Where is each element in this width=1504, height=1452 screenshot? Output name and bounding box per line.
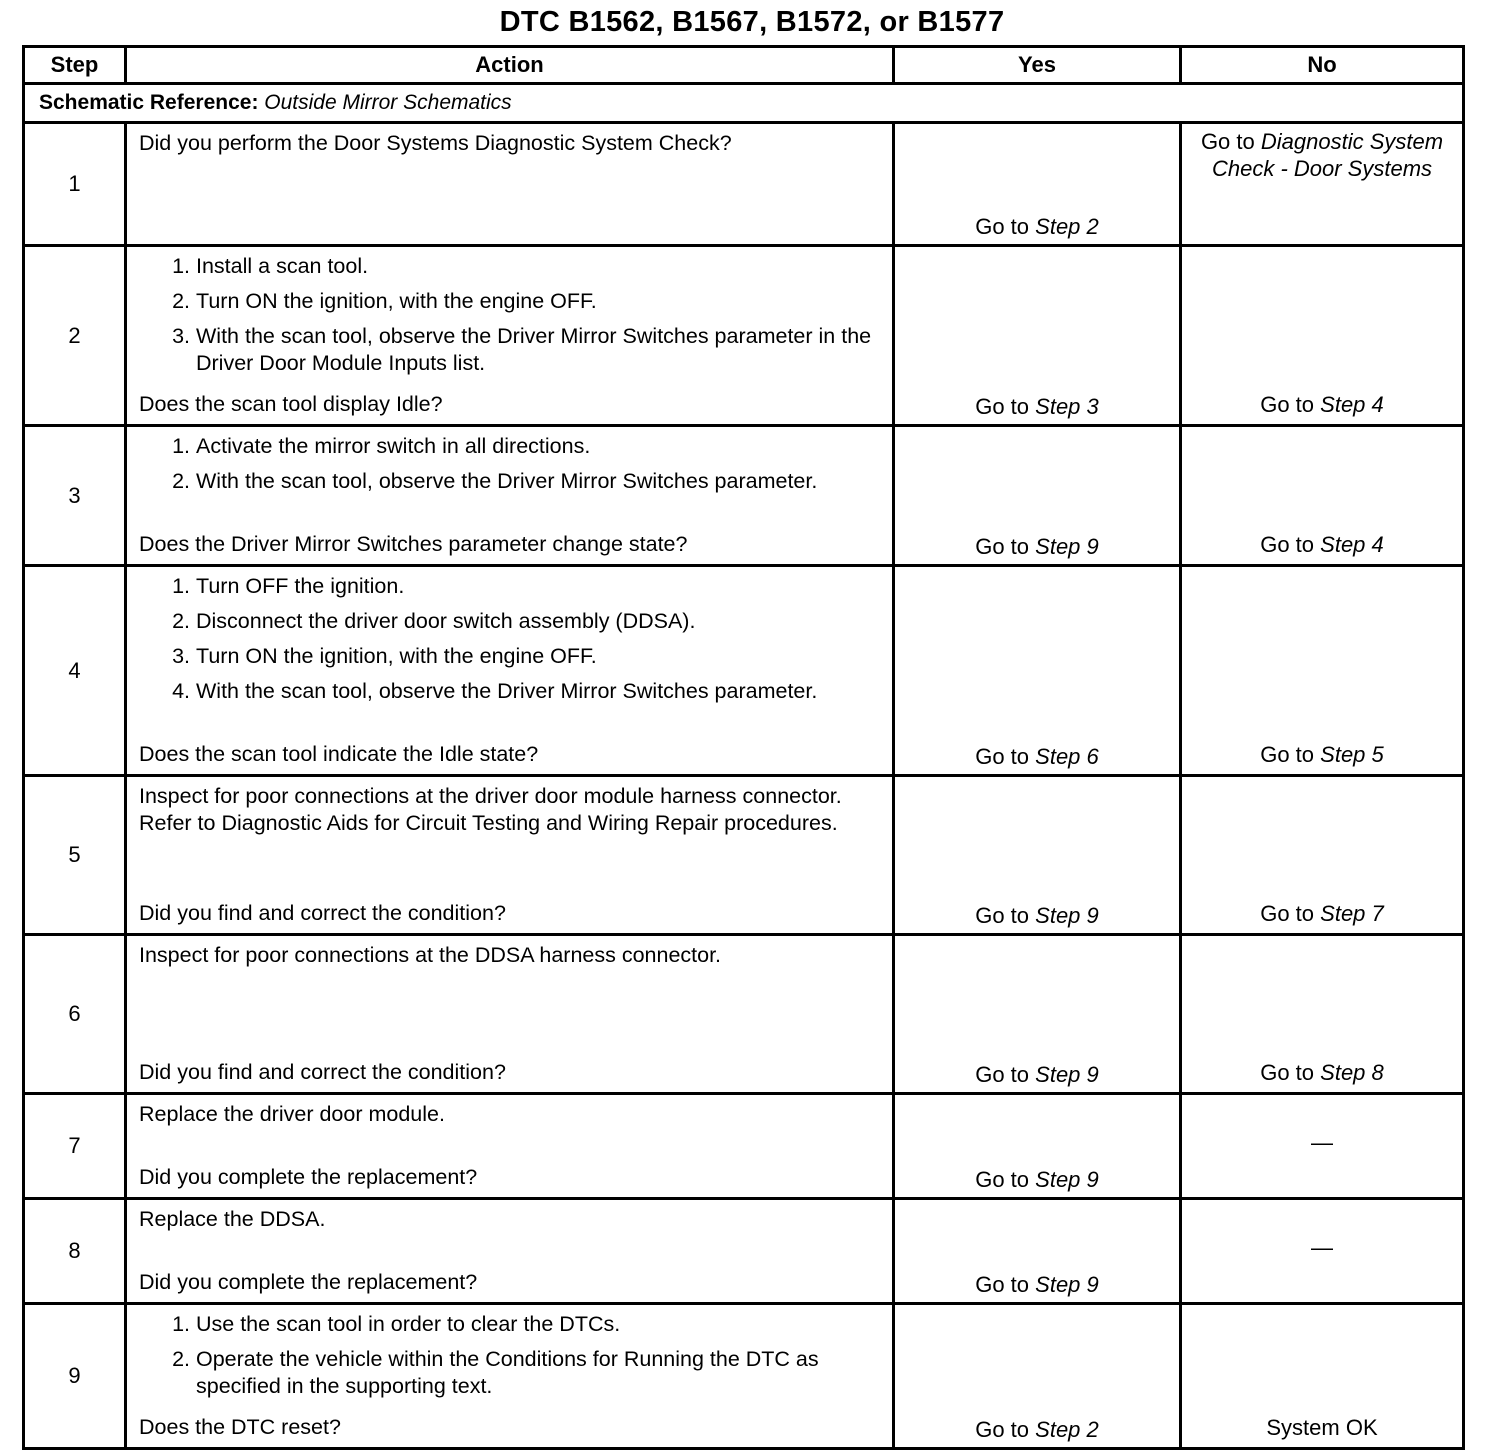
header-no: No	[1181, 47, 1464, 84]
no-cell	[1181, 123, 1464, 246]
step-number: 2	[24, 246, 126, 426]
header-row	[24, 47, 1464, 84]
no-action-dash: —	[1311, 1235, 1333, 1260]
goto-prefix: Go to	[1260, 532, 1315, 557]
action-step: 3. With the scan tool, observe the Driver Mirror Switches parameter in the Driver Door Module Inputs list.	[196, 323, 882, 377]
action-step: 2. Operate the vehicle within the Conditions for Running the DTC as specified in the supporting text.	[196, 1346, 882, 1400]
action-question: Does the scan tool indicate the Idle state?	[139, 742, 539, 766]
yes-goto-link[interactable]: Step 9	[1035, 1272, 1099, 1297]
no-cell	[1181, 776, 1464, 935]
action-cell	[126, 1199, 894, 1304]
yes-cell	[894, 566, 1181, 776]
goto-prefix: Go to	[1260, 1060, 1315, 1085]
action-step: 2. With the scan tool, observe the Driver Mirror Switches parameter.	[196, 468, 882, 495]
yes-cell	[894, 1094, 1181, 1199]
action-cell	[126, 935, 894, 1094]
goto-prefix: Go to	[1260, 742, 1315, 767]
step-number: 1	[24, 123, 126, 246]
yes-cell	[894, 776, 1181, 935]
action-text: Replace the DDSA.	[139, 1207, 326, 1231]
goto-prefix: Go to	[975, 1167, 1030, 1192]
action-step: 1. Activate the mirror switch in all directions.	[196, 433, 882, 460]
header-step: Step	[24, 47, 126, 84]
goto-prefix: Go to	[975, 903, 1030, 928]
no-goto-link[interactable]: Step 4	[1320, 532, 1384, 557]
schematic-reference-link[interactable]: Outside Mirror Schematics	[264, 91, 512, 114]
no-cell	[1181, 1304, 1464, 1449]
action-steps-list	[139, 1311, 882, 1408]
action-step: 3. Turn ON the ignition, with the engine OFF.	[196, 643, 882, 670]
table-row	[24, 426, 1464, 566]
table-row	[24, 935, 1464, 1094]
action-step: 2. Turn ON the ignition, with the engine OFF.	[196, 288, 882, 315]
table-row	[24, 1304, 1464, 1449]
yes-cell	[894, 123, 1181, 246]
yes-goto-link[interactable]: Step 6	[1035, 744, 1099, 769]
yes-cell	[894, 1199, 1181, 1304]
no-action-dash: —	[1311, 1130, 1333, 1155]
action-steps-list	[139, 253, 882, 385]
action-cell	[126, 426, 894, 566]
no-goto-link[interactable]: Diagnostic System Check - Door Systems	[1211, 129, 1444, 181]
schematic-reference-label: Schematic Reference:	[39, 91, 259, 114]
yes-goto-link[interactable]: Step 2	[1035, 214, 1099, 239]
header-action: Action	[126, 47, 894, 84]
action-step: 1. Turn OFF the ignition.	[196, 573, 882, 600]
document-title: DTC B1562, B1567, B1572, or B1577	[499, 6, 1005, 38]
yes-goto-link[interactable]: Step 9	[1035, 1167, 1099, 1192]
action-question: Did you find and correct the condition?	[139, 1060, 506, 1084]
goto-prefix: Go to	[975, 534, 1030, 559]
yes-cell	[894, 426, 1181, 566]
yes-goto-link[interactable]: Step 9	[1035, 534, 1099, 559]
action-cell	[126, 1304, 894, 1449]
yes-goto-link[interactable]: Step 3	[1035, 394, 1099, 419]
no-cell	[1181, 566, 1464, 776]
action-question: Does the Driver Mirror Switches parameter change state?	[139, 532, 688, 556]
no-cell	[1181, 426, 1464, 566]
action-question: Does the DTC reset?	[139, 1415, 341, 1439]
action-cell	[126, 776, 894, 935]
yes-goto-link[interactable]: Step 9	[1035, 1062, 1099, 1087]
diagnostic-table	[22, 45, 1465, 1450]
action-text: Inspect for poor connections at the DDSA harness connector.	[139, 943, 722, 967]
step-number: 8	[24, 1199, 126, 1304]
step-number: 4	[24, 566, 126, 776]
action-cell	[126, 123, 894, 246]
action-step: 2. Disconnect the driver door switch assembly (DDSA).	[196, 608, 882, 635]
goto-prefix: Go to	[975, 394, 1030, 419]
action-text: Did you perform the Door Systems Diagnostic System Check?	[139, 131, 732, 155]
action-step: 4. With the scan tool, observe the Driver Mirror Switches parameter.	[196, 678, 882, 705]
no-goto-link[interactable]: Step 4	[1320, 392, 1384, 417]
goto-prefix: Go to	[975, 1272, 1030, 1297]
action-step: 1. Use the scan tool in order to clear the DTCs.	[196, 1311, 882, 1338]
table-row	[24, 1094, 1464, 1199]
goto-prefix: Go to	[975, 214, 1030, 239]
no-cell	[1181, 1199, 1464, 1304]
goto-prefix: Go to	[1260, 901, 1315, 926]
action-question: Did you find and correct the condition?	[139, 901, 506, 925]
no-goto-link[interactable]: Step 7	[1320, 901, 1384, 926]
header-yes: Yes	[894, 47, 1181, 84]
no-goto-link[interactable]: Step 8	[1320, 1060, 1384, 1085]
step-number: 6	[24, 935, 126, 1094]
step-number: 3	[24, 426, 126, 566]
no-cell	[1181, 935, 1464, 1094]
yes-cell	[894, 935, 1181, 1094]
step-number: 9	[24, 1304, 126, 1449]
table-row	[24, 246, 1464, 426]
goto-prefix: Go to	[975, 744, 1030, 769]
yes-goto-link[interactable]: Step 2	[1035, 1417, 1099, 1442]
goto-prefix: Go to	[1260, 392, 1315, 417]
yes-goto-link[interactable]: Step 9	[1035, 903, 1099, 928]
action-text: Inspect for poor connections at the driver door module harness connector. Refer to Diagnostic Aids for Circuit Testing and Wiring Repair procedures.	[139, 784, 842, 835]
goto-prefix: Go to	[975, 1417, 1030, 1442]
no-goto-link[interactable]: Step 5	[1320, 742, 1384, 767]
step-number: 7	[24, 1094, 126, 1199]
table-row	[24, 566, 1464, 776]
no-result-text: System OK	[1266, 1415, 1378, 1440]
table-row	[24, 123, 1464, 246]
goto-prefix: Go to	[975, 1062, 1030, 1087]
action-question: Does the scan tool display Idle?	[139, 392, 443, 416]
action-step: 1. Install a scan tool.	[196, 253, 882, 280]
no-cell	[1181, 246, 1464, 426]
action-steps-list	[139, 433, 882, 503]
action-question: Did you complete the replacement?	[139, 1165, 478, 1189]
action-question: Did you complete the replacement?	[139, 1270, 478, 1294]
action-steps-list	[139, 573, 882, 713]
step-number: 5	[24, 776, 126, 935]
yes-cell	[894, 246, 1181, 426]
schematic-reference-row	[24, 84, 1464, 123]
action-text: Replace the driver door module.	[139, 1102, 445, 1126]
action-cell	[126, 246, 894, 426]
yes-cell	[894, 1304, 1181, 1449]
goto-prefix: Go to	[1200, 129, 1255, 154]
table-row	[24, 1199, 1464, 1304]
action-cell	[126, 566, 894, 776]
schematic-reference	[24, 84, 1464, 123]
no-cell	[1181, 1094, 1464, 1199]
table-row	[24, 776, 1464, 935]
action-cell	[126, 1094, 894, 1199]
